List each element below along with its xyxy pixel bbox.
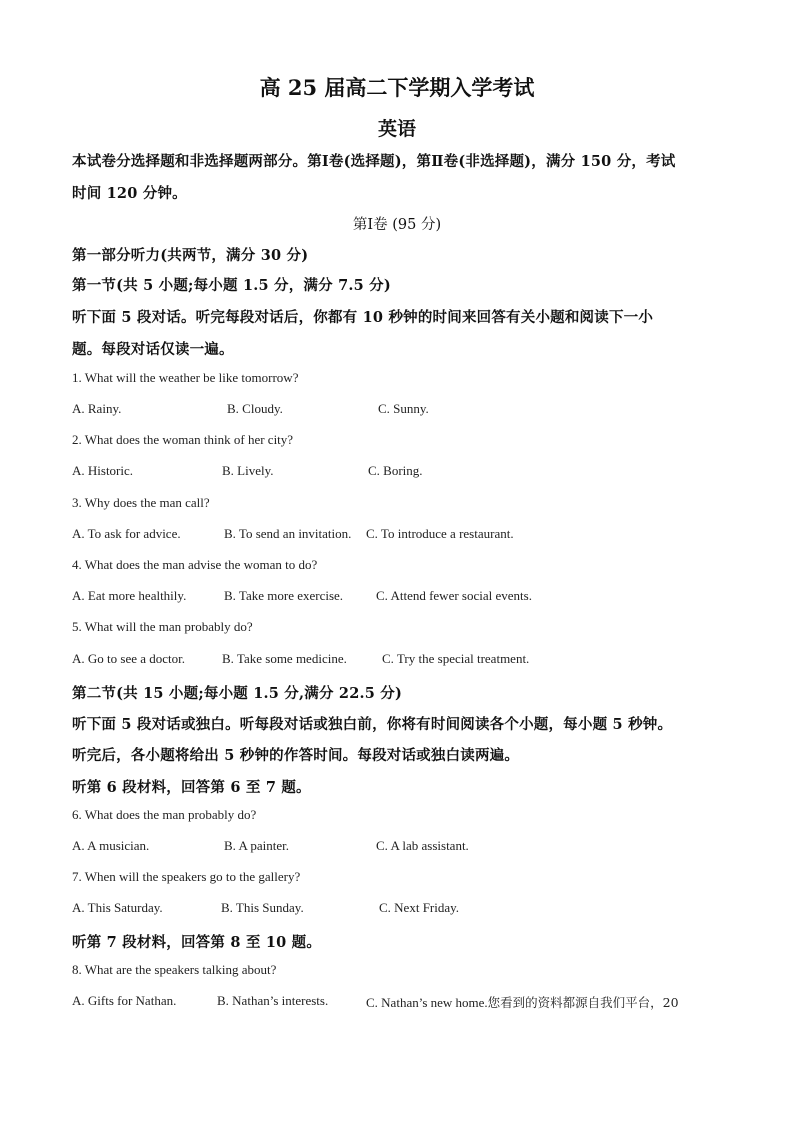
question-1-option-a: A. Rainy. [72,401,122,416]
question-2-option-a: A. Historic. [72,463,134,478]
intro-line-2: 时间 120 分钟。 [72,185,187,202]
question-5-option-b: B. Take some medicine. [222,651,347,666]
watermark-text: 您看到的资料都源自我们平台，20 [487,995,679,1010]
question-1: 1. What will the weather be like tomorrow? [72,370,299,385]
listening-section-heading: 第一部分听力(共两节，满分 30 分) [72,247,309,264]
question-1-option-b: B. Cloudy. [227,401,283,416]
question-4-option-a: A. Eat more healthily. [72,588,187,603]
question-7-option-a: A. This Saturday. [72,900,163,915]
question-4: 4. What does the man advise the woman to do? [72,557,318,572]
question-8-option-c: C. Nathan’s new home. [366,995,488,1010]
question-7-option-c: C. Next Friday. [379,900,460,915]
question-6-option-c: C. A lab assistant. [376,838,469,853]
section-one-heading: 第一节(共 5 小题;每小题 1.5 分，满分 7.5 分) [72,277,391,294]
question-1-option-c: C. Sunny. [378,401,429,416]
question-8-option-c-wrap [366,993,679,1011]
question-3-option-a: A. To ask for advice. [72,526,181,541]
question-5: 5. What will the man probably do? [72,619,253,634]
question-3-option-c: C. To introduce a restaurant. [366,526,514,541]
question-6-option-b: B. A painter. [224,838,289,853]
question-5-option-c: C. Try the special treatment. [382,651,530,666]
section-two-instruction-2: 听完后，各小题将给出 5 秒钟的作答时间。每段对话或独白读两遍。 [72,747,520,764]
question-2-option-b: B. Lively. [222,463,274,478]
question-4-option-c: C. Attend fewer social events. [376,588,532,603]
question-2: 2. What does the woman think of her city? [72,432,294,447]
question-6: 6. What does the man probably do? [72,807,257,822]
question-3: 3. Why does the man call? [72,495,210,510]
question-2-option-c: C. Boring. [368,463,423,478]
material-7-heading: 听第 7 段材料，回答第 8 至 10 题。 [72,934,322,951]
section-one-instruction-2: 题。每段对话仅读一遍。 [72,341,234,358]
question-8: 8. What are the speakers talking about? [72,962,277,977]
question-8-option-a: A. Gifts for Nathan. [72,993,177,1008]
question-5-option-a: A. Go to see a doctor. [72,651,186,666]
material-6-heading: 听第 6 段材料，回答第 6 至 7 题。 [72,779,311,796]
exam-title: 高 25 届高二下学期入学考试 [259,75,535,100]
subject-title: 英语 [377,118,416,140]
question-7-option-b: B. This Sunday. [221,900,304,915]
question-6-option-a: A. A musician. [72,838,150,853]
question-3-option-b: B. To send an invitation. [224,526,352,541]
question-8-option-b: B. Nathan’s interests. [217,993,329,1008]
question-7: 7. When will the speakers go to the gallery? [72,869,301,884]
section-two-heading: 第二节(共 15 小题;每小题 1.5 分,满分 22.5 分) [72,685,403,702]
question-4-option-b: B. Take more exercise. [224,588,344,603]
intro-line-1: 本试卷分选择题和非选择题两部分。第Ⅰ卷(选择题)，第Ⅱ卷(非选择题)，满分 150 分，考试 [72,153,676,170]
section-one-instruction-1: 听下面 5 段对话。听完每段对话后，你都有 10 秒钟的时间来回答有关小题和阅读下一小 [72,309,654,326]
part-one-title: 第Ⅰ卷 (95 分) [352,217,442,233]
section-two-instruction-1: 听下面 5 段对话或独白。听每段对话或独白前，你将有时间阅读各个小题，每小题 5 秒钟。 [72,716,673,733]
